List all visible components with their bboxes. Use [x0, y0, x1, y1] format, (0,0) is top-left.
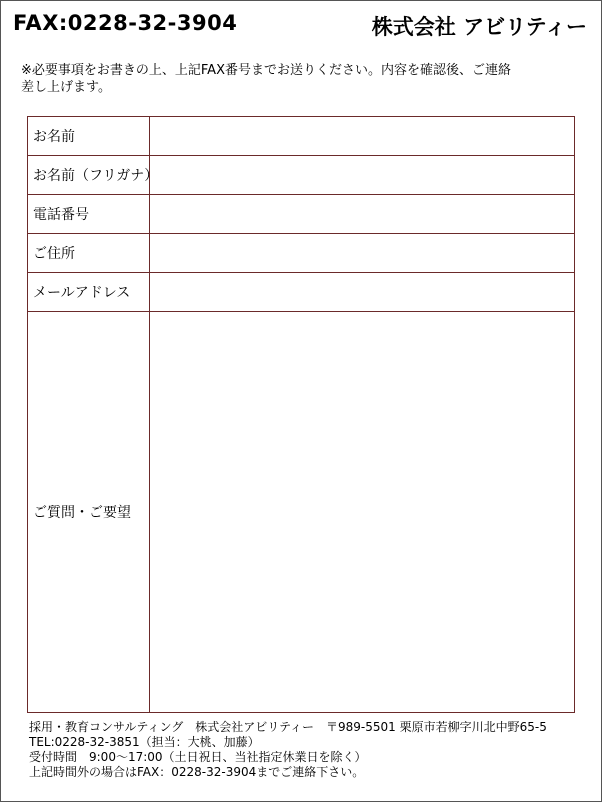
phone-label: 電話番号	[28, 195, 150, 234]
name-furigana-field[interactable]	[150, 156, 575, 195]
form-row-phone	[28, 195, 575, 234]
phone-field[interactable]	[150, 195, 575, 234]
notice-line-1: ※必要事項をお書きの上、上記FAX番号までお送りください。内容を確認後、ご連絡	[21, 63, 511, 78]
footer-tel: TEL:0228-32-3851（担当：大桃、加藤）	[29, 735, 260, 749]
footer-hours: 受付時間 9:00～17:00（土日祝日、当社指定休業日を除く）	[29, 750, 367, 764]
form-row-email	[28, 273, 575, 312]
email-field[interactable]	[150, 273, 575, 312]
address-label: ご住所	[28, 234, 150, 273]
email-label: メールアドレス	[28, 273, 150, 312]
name-furigana-label: お名前（フリガナ）	[28, 156, 150, 195]
name-label: お名前	[28, 117, 150, 156]
address-field[interactable]	[150, 234, 575, 273]
footer-company-address: 採用・教育コンサルティング 株式会社アビリティー 〒989-5501 栗原市若柳字川北中野65-5	[29, 720, 547, 734]
form-row-address	[28, 234, 575, 273]
contact-form-table	[27, 116, 575, 713]
notice-line-2: 差し上げます。	[21, 80, 111, 95]
company-name-heading: 株式会社 アビリティー	[371, 15, 587, 39]
name-field[interactable]	[150, 117, 575, 156]
company-footer	[29, 720, 547, 780]
inquiry-field[interactable]	[150, 312, 575, 713]
form-row-inquiry	[28, 312, 575, 713]
form-row-name-furigana	[28, 156, 575, 195]
inquiry-label: ご質問・ご要望	[28, 312, 150, 713]
fax-number-heading: FAX:0228-32-3904	[13, 11, 238, 35]
instructions-notice	[21, 62, 597, 96]
form-row-name	[28, 117, 575, 156]
footer-after-hours: 上記時間外の場合はFAX：0228-32-3904までご連絡下さい。	[29, 765, 365, 779]
